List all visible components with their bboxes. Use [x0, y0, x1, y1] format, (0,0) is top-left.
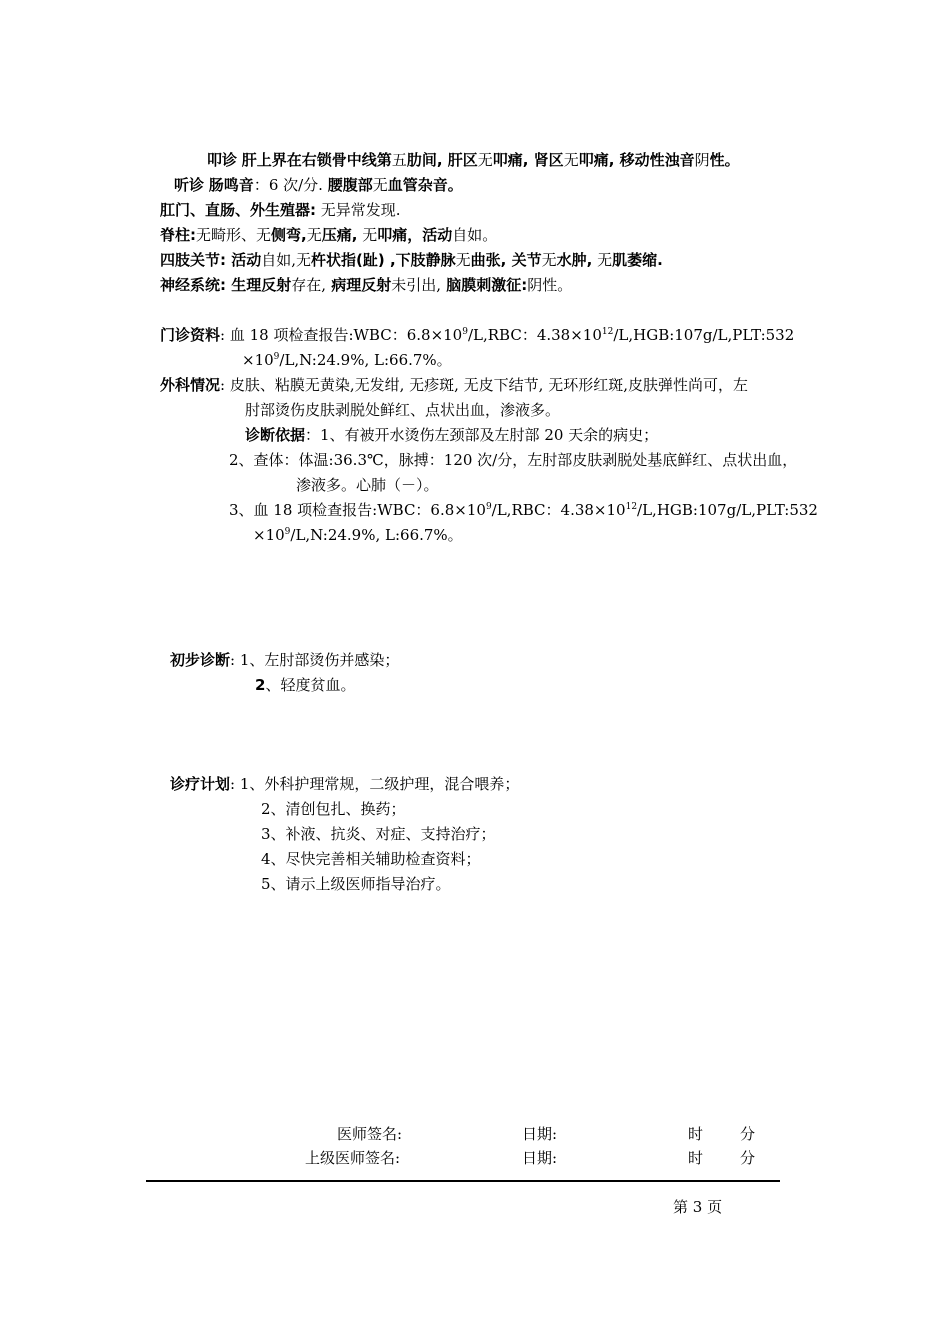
surgical-findings-line-2: 肘部烫伤皮肤剥脱处鲜红、点状出血，渗液多。	[245, 401, 561, 419]
senior-date-label: 日期:	[522, 1149, 558, 1167]
diagnosis-basis-line-5: $\times 10^9/L,N:24.9\%$, L:66.7%。	[253, 526, 463, 544]
diagnosis-basis-line-1: 诊断依据：1、有被开水烫伤左颈部及左肘部 20 天余的病史；	[245, 426, 659, 444]
doctor-signature-label: 医师签名:	[337, 1125, 403, 1143]
diagnosis-basis-line-3: 渗液多。心肺（－）。	[296, 476, 439, 494]
treatment-plan-item: 3、补液、抗炎、对症、支持治疗；	[261, 825, 496, 843]
surgical-findings-line-1: 外科情况: 皮肤、粘膜无黄染,无发绀, 无疹斑, 无皮下结节, 无环形红斑,皮肤弹性尚可，左	[160, 376, 748, 394]
footer-divider	[146, 1180, 780, 1182]
doctor-date-label: 日期:	[522, 1125, 558, 1143]
preliminary-diagnosis-label: 初步诊断	[170, 651, 231, 669]
percussion-heading: 叩诊	[207, 151, 238, 169]
limbs-exam-label: 四肢关节:	[160, 251, 226, 269]
outpatient-data-line-2: $\times 10^9/L,N:24.9\%$, L:66.7%。	[242, 351, 452, 369]
doctor-hour-label: 时	[688, 1125, 704, 1143]
senior-minute-label: 分	[740, 1149, 756, 1167]
treatment-plan-item: 诊疗计划: 1、外科护理常规，二级护理，混合喂养；	[170, 775, 520, 793]
spine-exam-label: 脊柱:	[160, 226, 196, 244]
anal-exam-line	[160, 199, 401, 221]
treatment-plan-item: 5、请示上级医师指导治疗。	[261, 875, 451, 893]
spine-exam-line: 脊柱:无畸形、无侧弯,无压痛, 无叩痛，活动自如。	[160, 226, 498, 244]
senior-signature-label: 上级医师签名:	[305, 1149, 401, 1167]
outpatient-data-label: 门诊资料	[160, 326, 221, 344]
auscultation-line: 听诊 肠鸣音：6 次/分. 腰腹部无血管杂音。	[174, 176, 463, 194]
anal-exam-label: 肛门、直肠、外生殖器:	[160, 201, 316, 219]
preliminary-diagnosis-line-1: 初步诊断: 1、左肘部烫伤并感染；	[170, 651, 400, 669]
diagnosis-basis-line-4: 3、血 18 项检查报告:WBC：$6.8\times 10^9/L,RBC$：$4.38\times 10^{12}/L,HGB:107g/L,PLT:532$	[229, 501, 818, 519]
senior-hour-label: 时	[688, 1149, 704, 1167]
auscultation-heading: 听诊	[174, 176, 205, 194]
anal-exam-value: 无异常发现.	[316, 201, 401, 219]
doctor-minute-label: 分	[740, 1125, 756, 1143]
diagnosis-basis-label: 诊断依据	[245, 426, 306, 444]
limbs-exam-line: 四肢关节: 活动自如,无杵状指(趾) ,下肢静脉无曲张, 关节无水肿, 无肌萎缩.	[160, 251, 663, 269]
treatment-plan-label: 诊疗计划	[170, 775, 231, 793]
percussion-line: 叩诊 肝上界在右锁骨中线第五肋间, 肝区无叩痛, 肾区无叩痛, 移动性浊音阴性。	[207, 151, 740, 169]
treatment-plan-item: 2、清创包扎、换药；	[261, 800, 406, 818]
neuro-exam-line: 神经系统: 生理反射存在, 病理反射未引出, 脑膜刺激征:阴性。	[160, 276, 573, 294]
neuro-exam-label: 神经系统:	[160, 276, 226, 294]
surgical-findings-label: 外科情况	[160, 376, 221, 394]
diagnosis-basis-line-2: 2、查体：体温:36.3℃，脉搏：120 次/分，左肘部皮肤剥脱处基底鲜红、点状出血，	[229, 451, 798, 469]
page-number: 第 3 页	[673, 1198, 723, 1216]
preliminary-diagnosis-line-2: 2、轻度贫血。	[255, 676, 356, 694]
treatment-plan-item: 4、尽快完善相关辅助检查资料；	[261, 850, 481, 868]
outpatient-data-line-1: 门诊资料: 血 18 项检查报告:WBC：$6.8\times 10^9/L,RBC$：$4.38\times 10^{12}/L,HGB:107g/L,PLT:532$	[160, 326, 795, 344]
